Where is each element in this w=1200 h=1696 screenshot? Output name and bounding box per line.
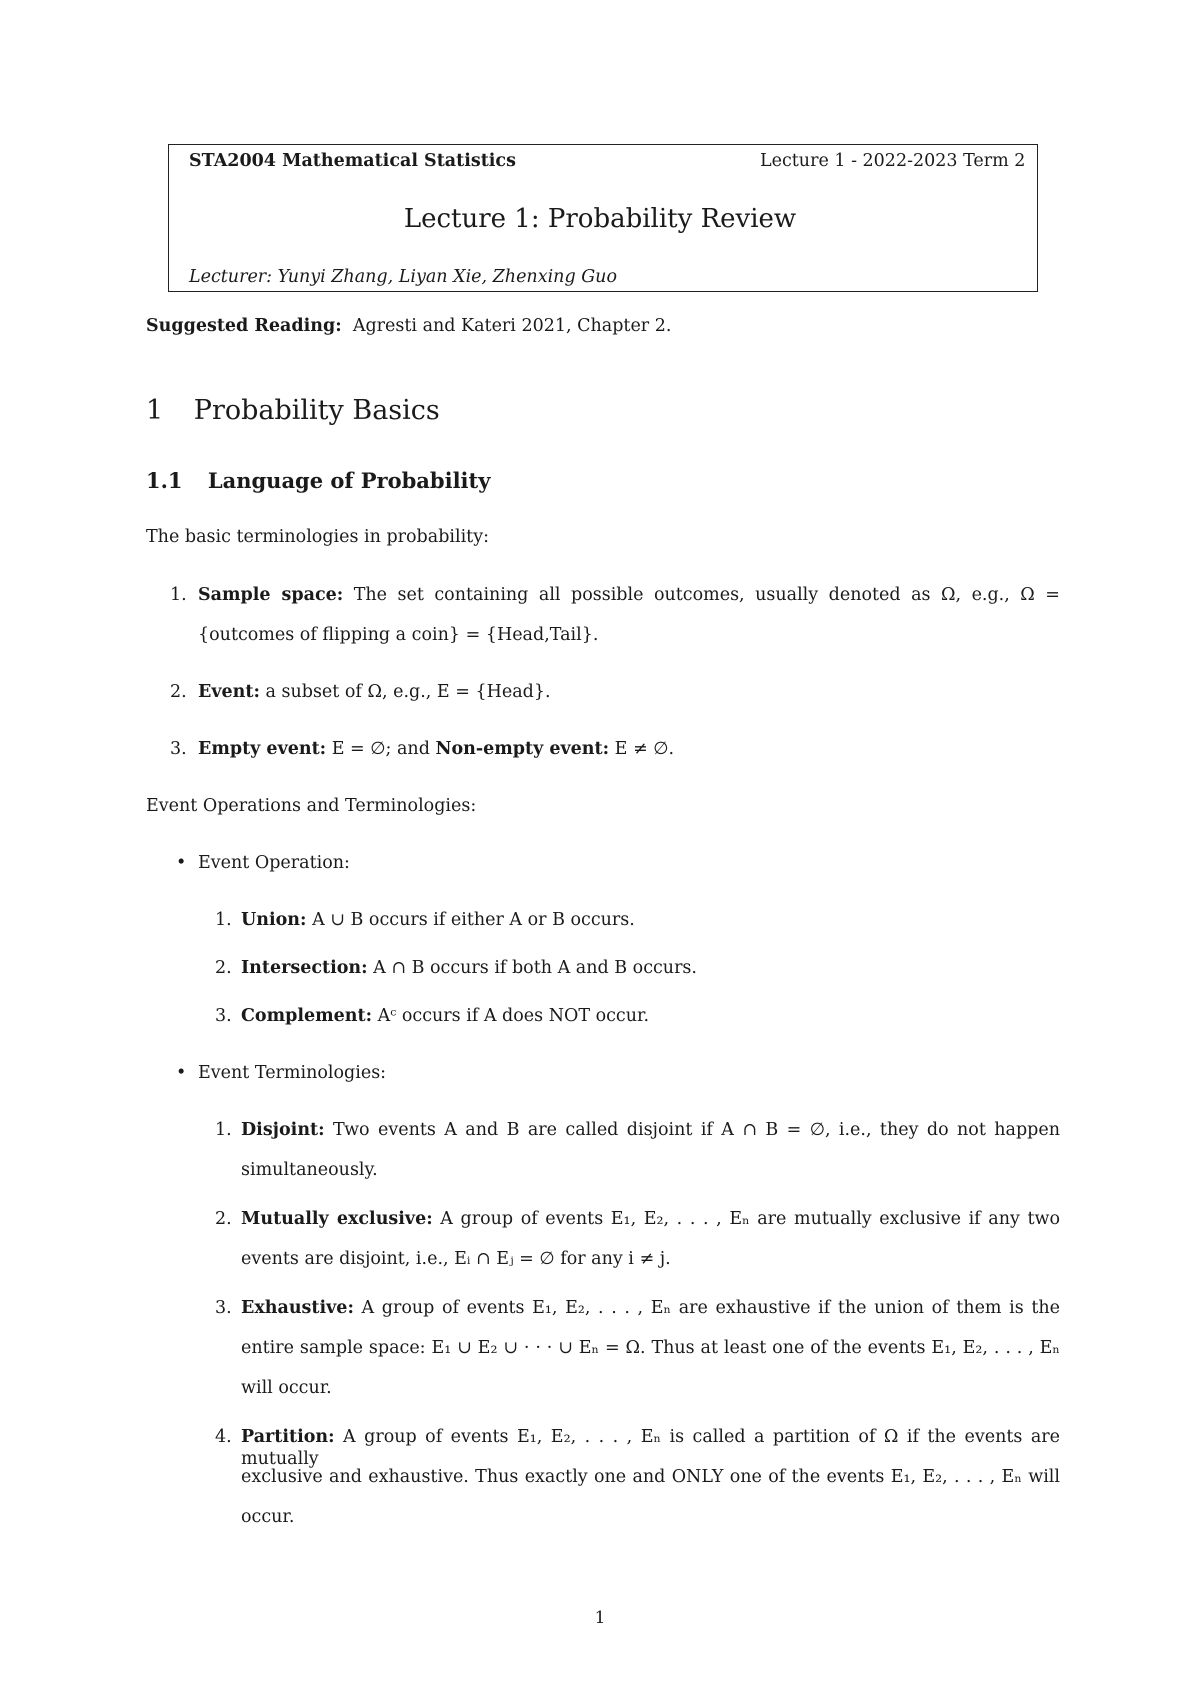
reading-text: Agresti and Kateri 2021, Chapter 2. [352, 316, 672, 336]
terminology-text: A group of events E₁, E₂, . . . , Eₙ are exhaustive if the union of them is the [361, 1298, 1060, 1318]
term-label-2: Non-empty event: [435, 739, 610, 759]
term-text-continued: {outcomes of flipping a coin} = {Head,Tail}. [198, 625, 599, 645]
op-number: 2. [215, 958, 232, 978]
terminology-text-continued: events are disjoint, i.e., Eᵢ ∩ Eⱼ = ∅ for any i ≠ j. [241, 1249, 671, 1269]
list-item-empty-event [198, 738, 674, 760]
list-item-event [198, 681, 551, 703]
term-text: a subset of Ω, e.g., E = {Head}. [265, 682, 551, 702]
op-label: Complement: [241, 1006, 373, 1026]
terminology-partition [241, 1426, 1060, 1470]
term-text: The set containing all possible outcomes, usually denoted as Ω, e.g., Ω = [353, 585, 1060, 605]
terminology-label: Partition: [241, 1427, 335, 1447]
op-text: A ∩ B occurs if both A and B occurs. [373, 958, 697, 978]
reading-label: Suggested Reading: [146, 316, 342, 336]
terminology-text: Two events A and B are called disjoint if A ∩ B = ∅, i.e., they do not happen [333, 1120, 1060, 1140]
lecture-title: Lecture 1: Probability Review [403, 204, 797, 234]
section-title: Probability Basics [193, 395, 440, 426]
terminology-number: 1. [215, 1120, 232, 1140]
op-number: 3. [215, 1006, 232, 1026]
section-number: 1 [146, 395, 164, 426]
terminology-number: 2. [215, 1209, 232, 1229]
op-item-complement [241, 1005, 649, 1027]
bullet-icon: • [176, 1063, 187, 1083]
terminology-number: 3. [215, 1298, 232, 1318]
subsection-number: 1.1 [146, 468, 183, 493]
lecturer-names: Yunyi Zhang, Liyan Xie, Zhenxing Guo [277, 267, 617, 287]
terminology-label: Exhaustive: [241, 1298, 354, 1318]
lecturer-line [189, 266, 617, 288]
terminology-text-continued: exclusive and exhaustive. Thus exactly one and ONLY one of the events E₁, E₂, . . . , Eₙ will [241, 1467, 1060, 1487]
op-text: A ∪ B occurs if either A or B occurs. [312, 910, 635, 930]
op-item-union [241, 909, 635, 931]
op-label: Union: [241, 910, 307, 930]
lecture-info: Lecture 1 - 2022-2023 Term 2 [760, 151, 1026, 171]
bullet-event-terminologies: Event Terminologies: [198, 1063, 387, 1083]
terminology-exhaustive [241, 1297, 1060, 1319]
bullet-event-operation: Event Operation: [198, 853, 350, 873]
term-text: E = ∅; and [331, 739, 430, 759]
lecturer-label: Lecturer: [189, 267, 273, 287]
bullet-icon: • [176, 853, 187, 873]
course-title: STA2004 Mathematical Statistics [189, 151, 516, 171]
terminology-text-continued: simultaneously. [241, 1160, 378, 1180]
section-heading [146, 395, 440, 426]
term-label: Empty event: [198, 739, 327, 759]
list-item-sample-space [198, 584, 1060, 606]
op-item-intersection [241, 957, 697, 979]
term-number: 2. [170, 682, 187, 702]
operations-intro: Event Operations and Terminologies: [146, 796, 477, 816]
terminology-text-continued: will occur. [241, 1378, 332, 1398]
intro-text: The basic terminologies in probability: [146, 527, 490, 547]
term-number: 3. [170, 739, 187, 759]
terminology-label: Disjoint: [241, 1120, 325, 1140]
term-label: Sample space: [198, 585, 344, 605]
terminology-mutually-exclusive [241, 1208, 1060, 1230]
terminology-text-continued: entire sample space: E₁ ∪ E₂ ∪ · · · ∪ Eₙ = Ω. Thus at least one of the events E₁, E₂, . . . , Eₙ [241, 1338, 1060, 1358]
terminology-label: Mutually exclusive: [241, 1209, 433, 1229]
terminology-disjoint [241, 1119, 1060, 1141]
op-text: Aᶜ occurs if A does NOT occur. [377, 1006, 650, 1026]
terminology-text: A group of events E₁, E₂, . . . , Eₙ are mutually exclusive if any two [440, 1209, 1060, 1229]
page-number: 1 [594, 1608, 606, 1628]
term-label: Event: [198, 682, 260, 702]
term-number: 1. [170, 585, 187, 605]
op-label: Intersection: [241, 958, 368, 978]
op-number: 1. [215, 910, 232, 930]
term-text-2: E ≠ ∅. [614, 739, 675, 759]
subsection-title: Language of Probability [207, 468, 491, 493]
suggested-reading [146, 315, 671, 337]
terminology-number: 4. [215, 1427, 232, 1447]
subsection-heading [146, 468, 490, 493]
terminology-text-continued: occur. [241, 1507, 295, 1527]
terminology-text: A group of events E₁, E₂, . . . , Eₙ is called a partition of Ω if the events are mutually [241, 1427, 1060, 1469]
